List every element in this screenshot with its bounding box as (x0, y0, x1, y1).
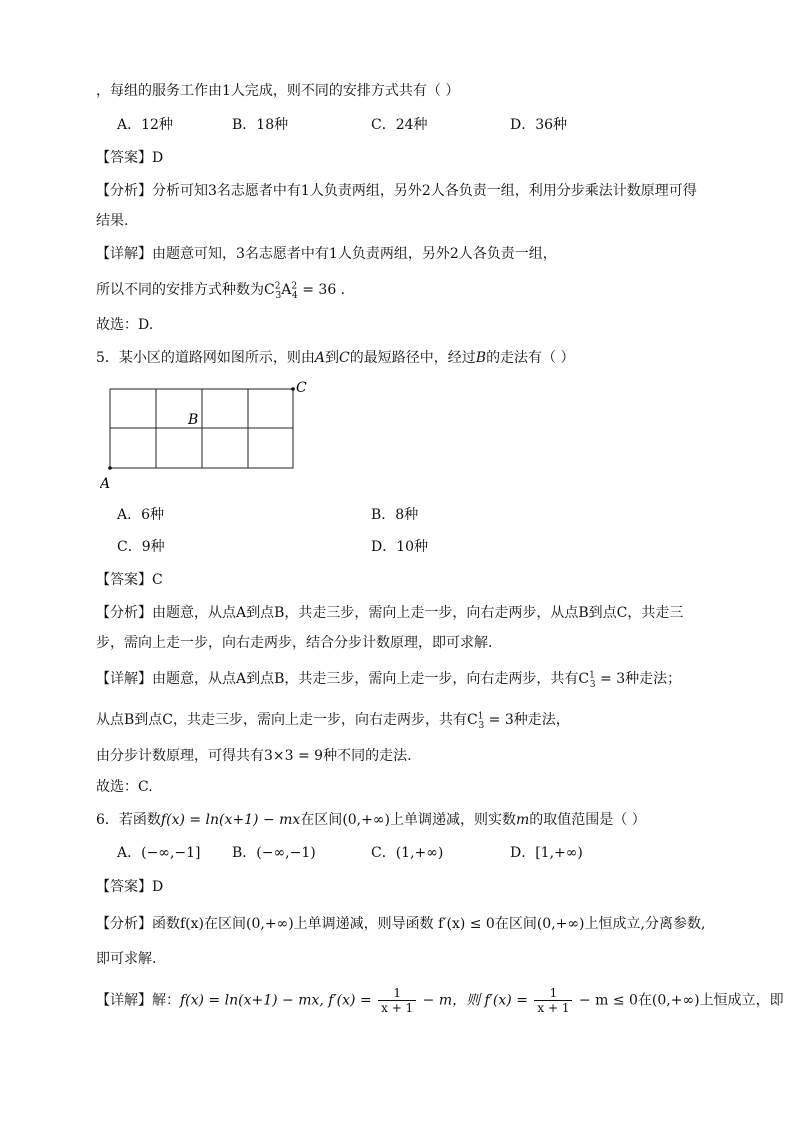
q6-option-a: A．(−∞,−1] (117, 845, 201, 861)
detail-text: = 3种走法； (595, 671, 682, 687)
detail-result: = 36 . (297, 282, 346, 298)
q6-stem-text: 上单调递减，则实数 (390, 812, 516, 828)
q4-conclusion: 故选：D. (96, 317, 154, 333)
q5-stem-text: 的最短路径中，经过 (349, 350, 476, 366)
q5-option-d: D．10种 (371, 539, 429, 555)
q4-option-c: C．24种 (371, 117, 428, 133)
answer-value: D (152, 150, 164, 166)
combination-c31: $C^1_3$ (578, 670, 596, 690)
q5-point-c: C (339, 350, 350, 366)
detail-tag: 【详解】 (96, 992, 152, 1009)
q5-option-c: C．9种 (117, 539, 165, 555)
detail-text: = 3种走法， (484, 712, 570, 728)
q5-stem (96, 348, 575, 368)
q6-function: f(x) = ln(x+1) − mx (160, 812, 301, 828)
combination-formula: $C^2_3A^2_4$ (264, 281, 298, 301)
q5-option-b: B．8种 (371, 507, 419, 523)
analysis-tag: 【分析】 (96, 183, 152, 199)
q6-stem-text: 在区间 (300, 812, 343, 828)
label-b: B (188, 412, 199, 428)
q6-stem (96, 810, 646, 830)
q5-point-b: B (475, 350, 487, 366)
q5-detail-line-2 (96, 710, 570, 730)
analysis-text: 由题意，从点A到点B，共走三步，需向上走一步，向右走两步，从点B到点C，共走三 (152, 605, 684, 621)
q6-param-m: m (516, 812, 530, 828)
detail-text: 从点B到点C，共走三步，需向上走一步，向右走两步，共有 (96, 712, 467, 728)
q4-option-d: D．36种 (510, 117, 568, 133)
q4-analysis-line-2: 结果. (96, 213, 129, 229)
answer-tag: 【答案】 (96, 572, 152, 588)
q6-option-b: B．(−∞,−1) (232, 845, 316, 861)
label-c: C (296, 380, 307, 396)
answer-tag: 【答案】 (96, 879, 152, 895)
q5-stem-text: 的走法有（ ） (486, 350, 575, 366)
point-a-dot (108, 466, 112, 470)
analysis-tag: 【分析】 (96, 916, 152, 932)
q5-analysis-line-1 (96, 603, 683, 623)
q5-point-a: A (314, 350, 326, 366)
analysis-text: 分析可知3名志愿者中有1人负责两组，另外2人各负责一组，利用分步乘法计数原理可得 (152, 183, 697, 199)
q5-option-a: A．6种 (117, 507, 165, 523)
detail-text: − m ≤ 0在(0,+∞)上恒成立，即 (574, 992, 784, 1009)
q4-detail-line-1 (96, 244, 557, 264)
detail-text: 由题意，从点A到点B，共走三步，需向上走一步，向右走两步，共有 (152, 671, 579, 687)
q6-answer (96, 877, 163, 897)
q6-analysis-line-1 (96, 914, 705, 934)
q5-conclusion: 故选：C. (96, 779, 153, 795)
label-a: A (100, 476, 111, 492)
q5-analysis-line-2: 步，需向上走一步，向右走两步，结合分步计数原理，即可求解. (96, 635, 493, 651)
q4-detail-line-2 (96, 280, 345, 300)
fraction (378, 986, 416, 1015)
q4-stem-tail: ，每组的服务工作由1人完成，则不同的安排方式共有（ ） (96, 83, 460, 99)
answer-tag: 【答案】 (96, 150, 152, 166)
q6-detail-line (96, 986, 784, 1015)
fraction-denominator: x + 1 (381, 1001, 414, 1015)
analysis-text: 函数f(x)在区间(0,+∞)上单调递减，则导函数 f′(x) ≤ 0在区间(0,+∞)上恒成立,分离参数, (152, 916, 706, 932)
grid-lines (110, 389, 293, 468)
q4-option-b: B．18种 (232, 117, 289, 133)
detail-tag: 【详解】 (96, 246, 152, 262)
q6-option-d: D．[1,+∞) (510, 845, 583, 861)
fraction-numerator: 1 (378, 986, 416, 1001)
fraction (534, 986, 572, 1015)
combination-c31: $C^1_3$ (467, 711, 485, 731)
point-c-dot (291, 387, 295, 391)
detail-text: − m，则 f′(x) = (418, 992, 533, 1009)
q4-option-a: A．12种 (117, 117, 173, 133)
fraction-denominator: x + 1 (537, 1001, 570, 1015)
derivative-expr: f(x) = ln(x+1) − mx, f′(x) = (180, 992, 377, 1009)
detail-text: 由题意可知，3名志愿者中有1人负责两组，另外2人各负责一组， (152, 246, 557, 262)
detail-text: 所以不同的安排方式种数为 (96, 282, 264, 298)
q6-stem-text: 的取值范围是（ ） (529, 812, 646, 828)
fraction-numerator: 1 (534, 986, 572, 1001)
q6-analysis-line-2: 即可求解. (96, 951, 157, 967)
q4-analysis-line-1 (96, 181, 697, 201)
q5-answer (96, 570, 163, 590)
answer-value: C (152, 572, 163, 588)
q6-interval: (0,+∞) (342, 812, 390, 828)
detail-text: 解： (152, 992, 180, 1009)
q5-detail-line-1 (96, 669, 681, 689)
road-grid-diagram (100, 380, 320, 495)
q6-stem-text: 6．若函数 (96, 812, 161, 828)
q4-answer (96, 148, 163, 168)
q5-detail-line-3: 由分步计数原理，可得共有3×3 = 9种不同的走法. (96, 748, 412, 764)
q6-option-c: C．(1,+∞) (371, 845, 444, 861)
answer-value: D (152, 879, 164, 895)
analysis-tag: 【分析】 (96, 605, 152, 621)
q5-stem-text: 5．某小区的道路网如图所示，则由 (96, 350, 315, 366)
q5-stem-text: 到 (325, 350, 340, 366)
detail-tag: 【详解】 (96, 671, 152, 687)
